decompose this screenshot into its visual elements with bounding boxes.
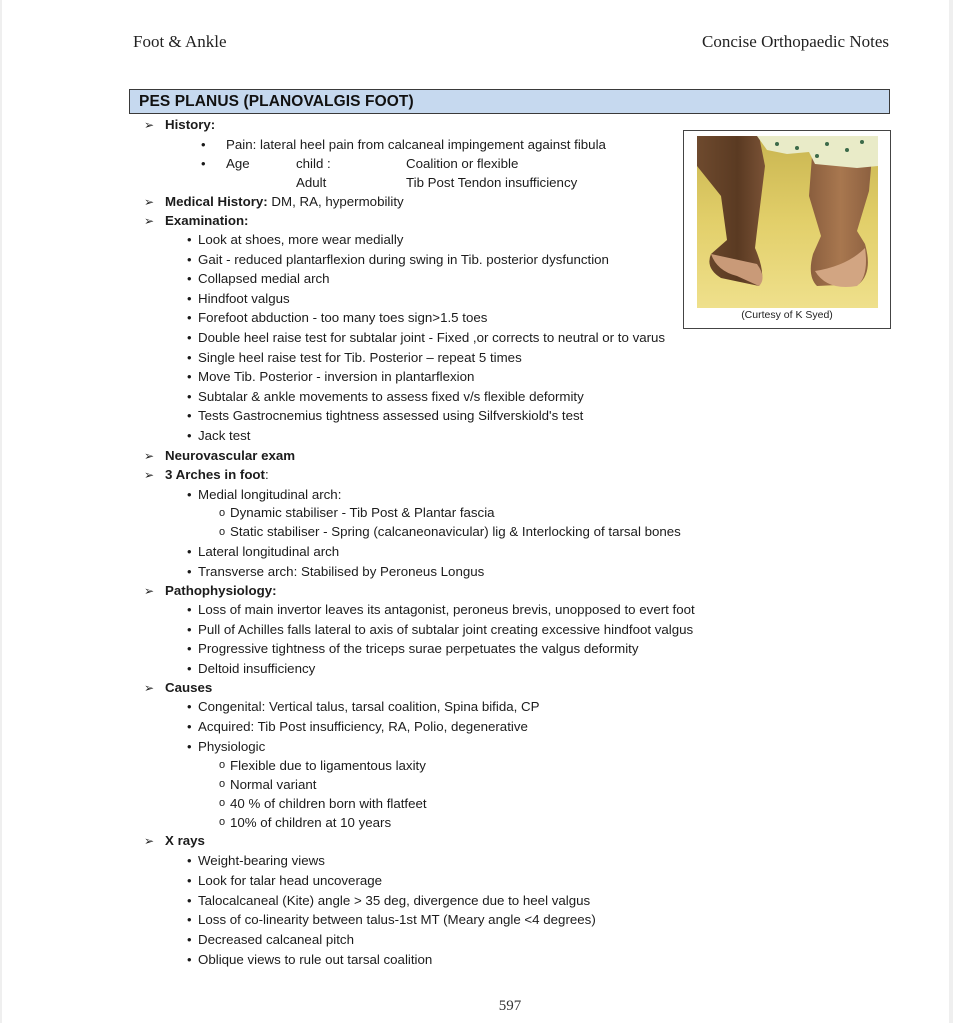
bullet-icon: • bbox=[201, 137, 206, 152]
bullet-icon: • bbox=[187, 660, 192, 676]
list-item: Decreased calcaneal pitch bbox=[198, 932, 354, 948]
age-cause-adult: Tib Post Tendon insufficiency bbox=[406, 175, 578, 190]
bullet-icon: • bbox=[187, 892, 192, 908]
bullet-icon: • bbox=[187, 952, 192, 967]
cause-physiologic: Physiologic bbox=[198, 739, 266, 754]
history-heading: History: bbox=[165, 117, 216, 132]
page-edge-left bbox=[0, 0, 2, 1023]
list-item: Subtalar & ankle movements to assess fixed v/s flexible deformity bbox=[198, 388, 584, 404]
section-title: PES PLANUS (PLANOVALGIS FOOT) bbox=[139, 93, 414, 110]
arches-heading: 3 Arches in foot bbox=[165, 467, 265, 482]
bullet-icon: • bbox=[187, 369, 192, 385]
bullet-icon: • bbox=[187, 290, 192, 306]
arch-transverse: Transverse arch: Stabilised by Peroneus Longus bbox=[198, 564, 485, 579]
age-cause-child: Coalition or flexible bbox=[406, 156, 519, 171]
cause-congenital: Congenital: Vertical talus, tarsal coalition, Spina bifida, CP bbox=[198, 699, 540, 714]
list-item: Look at shoes, more wear medially bbox=[198, 232, 404, 247]
list-item: Progressive tightness of the triceps surae perpetuates the valgus deformity bbox=[198, 641, 639, 657]
list-item: Normal variant bbox=[230, 777, 317, 792]
pathophysiology-heading: Pathophysiology: bbox=[165, 583, 277, 598]
list-item: Hindfoot valgus bbox=[198, 290, 290, 306]
bullet-icon: • bbox=[187, 349, 192, 365]
causes-heading: Causes bbox=[165, 680, 213, 695]
arches-heading-line bbox=[165, 467, 269, 482]
bullet-icon: • bbox=[187, 271, 192, 287]
list-item: Forefoot abduction - too many toes sign>1.5 toes bbox=[198, 310, 488, 326]
history-pain: Pain: lateral heel pain from calcaneal impingement against fibula bbox=[226, 137, 606, 152]
arrow-bullet-icon: ➢ bbox=[144, 834, 155, 848]
list-item: Loss of co-linearity between talus-1st MT (Meary angle <4 degrees) bbox=[198, 912, 596, 928]
sub-bullet-icon: o bbox=[219, 778, 226, 790]
medical-history bbox=[165, 194, 404, 209]
list-item: Oblique views to rule out tarsal coalition bbox=[198, 952, 433, 967]
list-item: Deltoid insufficiency bbox=[198, 660, 316, 676]
list-item: Tests Gastrocnemius tightness assessed using Silfverskiold's test bbox=[198, 408, 584, 424]
figure-caption: (Curtesy of K Syed) bbox=[741, 309, 833, 321]
list-item: 40 % of children born with flatfeet bbox=[230, 796, 427, 811]
medical-history-heading: Medical History: bbox=[165, 194, 268, 209]
sub-bullet-icon: o bbox=[219, 797, 226, 809]
bullet-icon: • bbox=[187, 330, 192, 345]
medical-history-text: DM, RA, hypermobility bbox=[267, 194, 404, 209]
arch-medial-dynamic: Dynamic stabiliser - Tib Post & Plantar fascia bbox=[230, 505, 495, 520]
xrays-heading: X rays bbox=[165, 833, 205, 848]
arrow-bullet-icon: ➢ bbox=[144, 118, 155, 132]
running-header-right: Concise Orthopaedic Notes bbox=[702, 32, 889, 51]
arrow-bullet-icon: ➢ bbox=[144, 681, 155, 695]
list-item: 10% of children at 10 years bbox=[230, 815, 392, 830]
age-group-adult: Adult bbox=[296, 175, 327, 190]
cause-acquired: Acquired: Tib Post insufficiency, RA, Polio, degenerative bbox=[198, 719, 528, 734]
arches-colon: : bbox=[265, 467, 269, 482]
list-item: Single heel raise test for Tib. Posterior – repeat 5 times bbox=[198, 349, 522, 365]
list-item: Double heel raise test for subtalar joint - Fixed ,or corrects to neutral or to varus bbox=[198, 330, 666, 345]
running-header-left: Foot & Ankle bbox=[133, 32, 227, 51]
arrow-bullet-icon: ➢ bbox=[144, 584, 155, 598]
page-number: 597 bbox=[498, 998, 522, 1014]
sub-bullet-icon: o bbox=[219, 507, 226, 519]
bullet-icon: • bbox=[187, 932, 192, 948]
list-item: Weight-bearing views bbox=[198, 853, 325, 868]
sub-bullet-icon: o bbox=[219, 816, 226, 828]
bullet-icon: • bbox=[187, 719, 192, 734]
figure-box bbox=[683, 130, 891, 329]
list-item: Look for talar head uncoverage bbox=[198, 872, 383, 888]
arch-medial-static: Static stabiliser - Spring (calcaneonavicular) lig & Interlocking of tarsal bones bbox=[230, 524, 681, 539]
bullet-icon: • bbox=[187, 487, 192, 502]
scrollbar-track[interactable] bbox=[949, 0, 953, 1023]
bullet-icon: • bbox=[201, 156, 206, 171]
bullet-icon: • bbox=[187, 428, 192, 443]
age-group-child: child : bbox=[296, 156, 331, 171]
list-item: Talocalcaneal (Kite) angle > 35 deg, divergence due to heel valgus bbox=[198, 892, 591, 908]
bullet-icon: • bbox=[187, 912, 192, 928]
history-age-label: Age bbox=[226, 156, 250, 171]
bullet-icon: • bbox=[187, 872, 192, 888]
list-item: Gait - reduced plantarflexion during swing in Tib. posterior dysfunction bbox=[198, 251, 609, 267]
bullet-icon: • bbox=[187, 232, 192, 247]
arrow-bullet-icon: ➢ bbox=[144, 468, 155, 482]
bullet-icon: • bbox=[187, 853, 192, 868]
sub-bullet-icon: o bbox=[219, 526, 226, 538]
bullet-icon: • bbox=[187, 621, 192, 637]
bullet-icon: • bbox=[187, 739, 192, 754]
list-item: Loss of main invertor leaves its antagonist, peroneus brevis, unopposed to evert foot bbox=[198, 602, 695, 617]
arrow-bullet-icon: ➢ bbox=[144, 214, 155, 228]
bullet-icon: • bbox=[187, 699, 192, 714]
arch-medial: Medial longitudinal arch: bbox=[198, 487, 342, 502]
list-item: Pull of Achilles falls lateral to axis of subtalar joint creating excessive hindfoot valgus bbox=[198, 621, 694, 637]
list-item: Jack test bbox=[198, 428, 251, 443]
section-title-bar bbox=[129, 89, 890, 114]
bullet-icon: • bbox=[187, 408, 192, 424]
list-item: Move Tib. Posterior - inversion in plantarflexion bbox=[198, 369, 475, 385]
flatfoot-photo bbox=[697, 136, 878, 308]
examination-heading: Examination: bbox=[165, 213, 249, 228]
bullet-icon: • bbox=[187, 641, 192, 657]
bullet-icon: • bbox=[187, 544, 192, 559]
arrow-bullet-icon: ➢ bbox=[144, 449, 155, 463]
list-item: Flexible due to ligamentous laxity bbox=[230, 758, 426, 773]
arrow-bullet-icon: ➢ bbox=[144, 195, 155, 209]
bullet-icon: • bbox=[187, 310, 192, 326]
sub-bullet-icon: o bbox=[219, 759, 226, 771]
bullet-icon: • bbox=[187, 602, 192, 617]
list-item: Collapsed medial arch bbox=[198, 271, 330, 287]
neurovascular-heading: Neurovascular exam bbox=[165, 448, 296, 463]
arch-lateral: Lateral longitudinal arch bbox=[198, 544, 340, 559]
bullet-icon: • bbox=[187, 564, 192, 579]
bullet-icon: • bbox=[187, 388, 192, 404]
bullet-icon: • bbox=[187, 251, 192, 267]
